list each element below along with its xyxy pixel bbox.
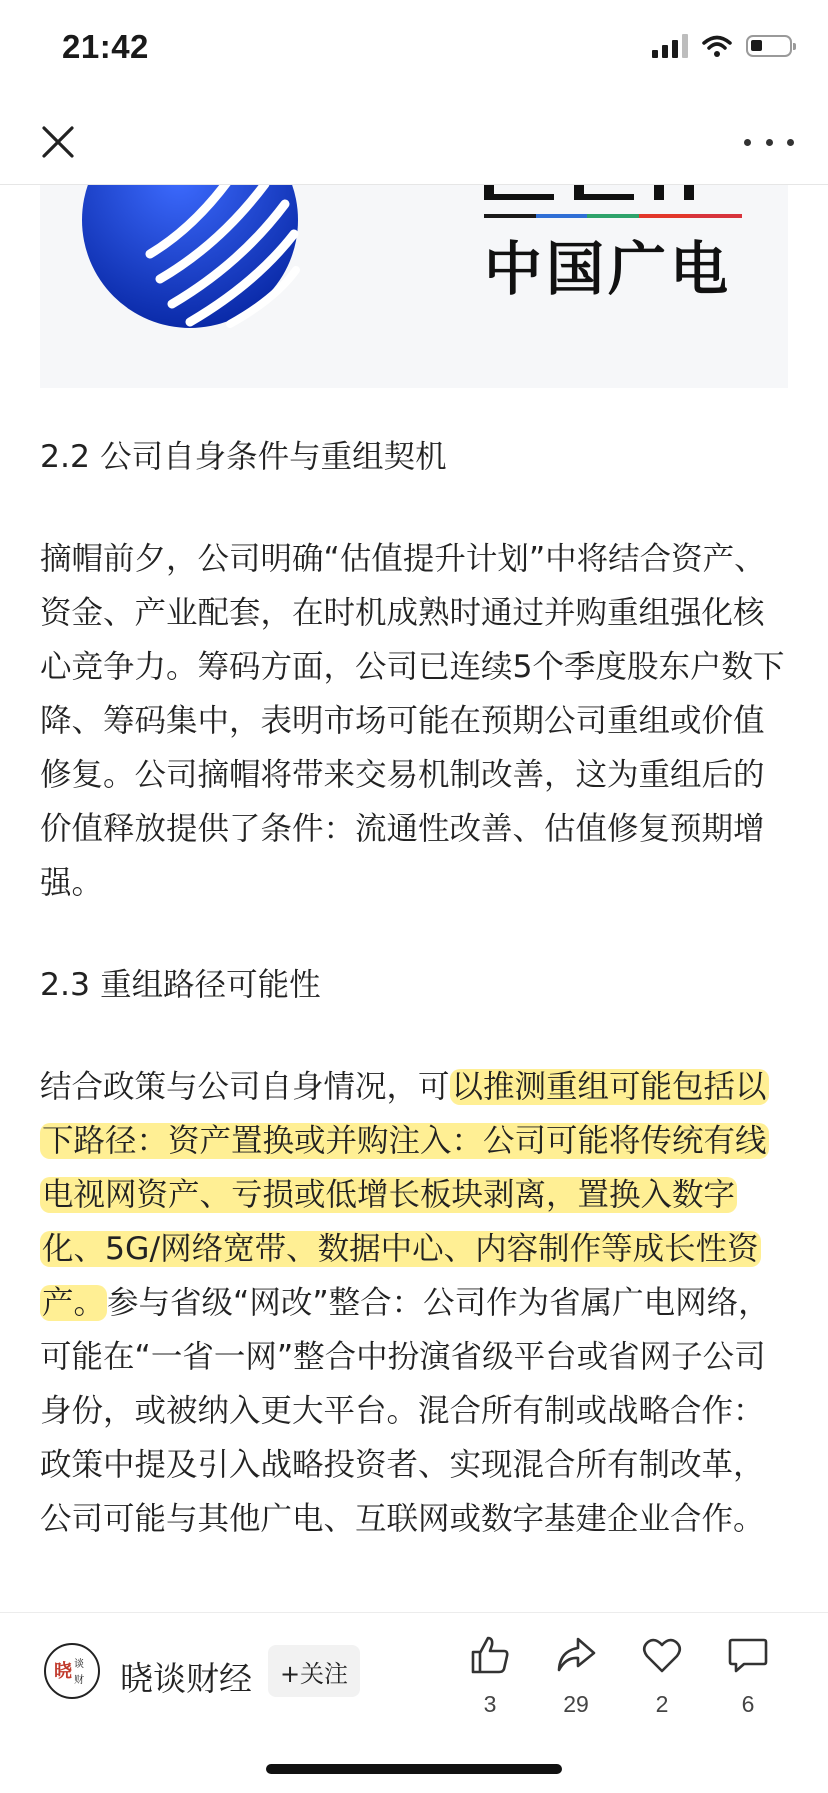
home-indicator[interactable] — [266, 1764, 562, 1774]
share-count: 29 — [563, 1691, 589, 1717]
status-time: 21:42 — [62, 28, 149, 65]
logo-text: 中国广电 — [484, 235, 733, 303]
paragraph — [40, 1060, 788, 1546]
thumbs-up-icon — [468, 1633, 512, 1677]
battery-icon — [746, 35, 792, 57]
share-icon — [554, 1633, 598, 1677]
favorite-count: 2 — [655, 1691, 669, 1717]
svg-text:财: 财 — [74, 1675, 84, 1686]
section-heading: 2.3 重组路径可能性 — [40, 967, 321, 1003]
comment-count: 6 — [741, 1691, 755, 1717]
paragraph-text: 参与省级“网改”整合：公司作为省属广电网络，可能在“一省一网”整合中扮演省级平台或省网子公司身份，或被纳入更大平台。混合所有制或战略合作：政策中提及引入战略投资者、实现混合所有制改革，公司可能与其他广电、互联网或数字基建企业合作。 — [40, 1285, 770, 1537]
status-bar — [0, 0, 828, 100]
follow-button[interactable]: +关注 — [268, 1645, 360, 1697]
highlighted-text: 以推测重组可能包括以下路径：资产置换或并购注入：公司可能将传统有线电视网资产、亏损或低增长板块剥离，置换入数字化、5G/网络宽带、数据中心、内容制作等成长性资产。 — [42, 1069, 767, 1321]
nav-bar — [0, 100, 828, 185]
heart-icon — [640, 1633, 684, 1677]
comment-button[interactable] — [708, 1633, 788, 1718]
author-avatar[interactable] — [44, 1643, 100, 1699]
globe-logo-icon — [80, 184, 340, 388]
author-name[interactable]: 晓谈财经 — [120, 1659, 252, 1698]
section-heading: 2.2 公司自身条件与重组契机 — [40, 439, 447, 475]
more-button[interactable] — [744, 122, 794, 162]
wifi-icon — [702, 34, 732, 58]
favorite-button[interactable] — [622, 1633, 702, 1718]
like-button[interactable] — [450, 1633, 530, 1718]
logo-color-stripes — [484, 214, 742, 220]
more-dot-icon — [766, 139, 773, 146]
logo-top-text-fragment — [484, 184, 714, 204]
close-icon — [36, 120, 80, 164]
like-count: 3 — [483, 1691, 497, 1717]
article-body — [40, 430, 788, 1546]
share-button[interactable] — [536, 1633, 616, 1718]
status-icons — [652, 34, 792, 58]
paragraph: 摘帽前夕，公司明确“估值提升计划”中将结合资产、资金、产业配套，在时机成熟时通过并购重组强化核心竞争力。筹码方面，公司已连续5个季度股东户数下降、筹码集中，表明市场可能在预期公司重组或价值修复。公司摘帽将带来交易机制改善，这为重组后的价值释放提供了条件：流通性改善、估值修复预期增强。 — [40, 541, 785, 901]
cellular-signal-icon — [652, 34, 688, 58]
svg-text:晓: 晓 — [54, 1661, 72, 1682]
close-button[interactable] — [36, 120, 80, 164]
comment-icon — [726, 1633, 770, 1677]
more-dot-icon — [787, 139, 794, 146]
more-dot-icon — [744, 139, 751, 146]
svg-text:谈: 谈 — [74, 1659, 84, 1670]
paragraph-text: 结合政策与公司自身情况，可 — [40, 1069, 450, 1105]
